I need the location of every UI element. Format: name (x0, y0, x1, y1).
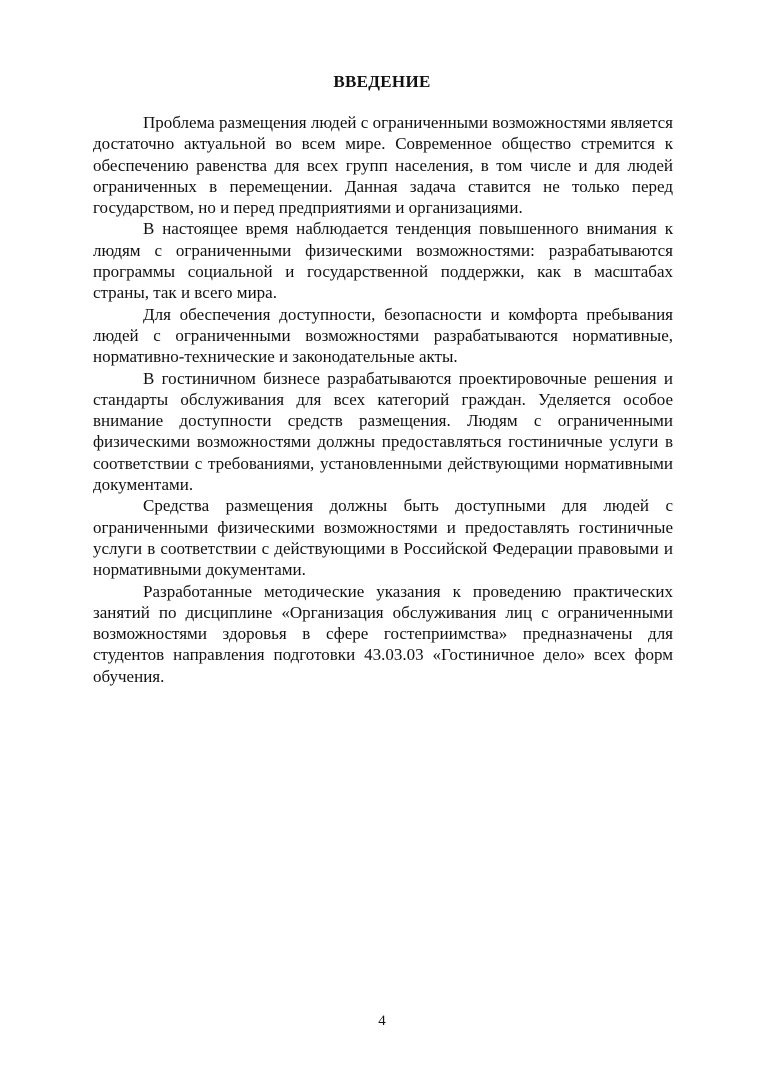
paragraph-6: Разработанные методические указания к проведению практических занятий по дисциплине «Организация обслуживания лиц с ограниченными возможностями здоровья в сфере гостеприимства» предназначены для студентов направления подготовки 43.03.03 «Гостиничное дело» всех форм обучения. (93, 581, 673, 686)
paragraph-3: Для обеспечения доступности, безопасности и комфорта пребывания людей с ограниченными возможностями разрабатываются нормативные, нормативно-технические и законодательные акты. (93, 304, 673, 367)
page-title: ВВЕДЕНИЕ (333, 72, 431, 91)
page-number: 4 (378, 1013, 386, 1029)
body-text (93, 112, 673, 687)
paragraph-2: В настоящее время наблюдается тенденция повышенного внимания к людям с ограниченными физическими возможностями: разрабатываются программы социальной и государственной поддержки, как в масштабах страны, так и всего мира. (93, 219, 673, 303)
paragraph-5: Средства размещения должны быть доступными для людей с ограниченными физическими возможностями и предоставлять гостиничные услуги в соответствии с действующими в Российской Федерации правовыми и нормативными документами. (93, 496, 673, 580)
paragraph-4: В гостиничном бизнесе разрабатываются проектировочные решения и стандарты обслуживания для всех категорий граждан. Уделяется особое внимание доступности средств размещения. Людям с ограниченными физическими возможностями должны предоставляться гостиничные услуги в соответствии с требованиями, установленными действующими нормативными документами. (93, 368, 673, 495)
paragraph-1: Проблема размещения людей с ограниченными возможностями является достаточно актуальной во всем мире. Современное общество стремится к обеспечению равенства для всех групп населения, в том числе и для людей ограниченных в перемещении. Данная задача ставится не только перед государством, но и перед предприятиями и организациями. (93, 113, 673, 218)
